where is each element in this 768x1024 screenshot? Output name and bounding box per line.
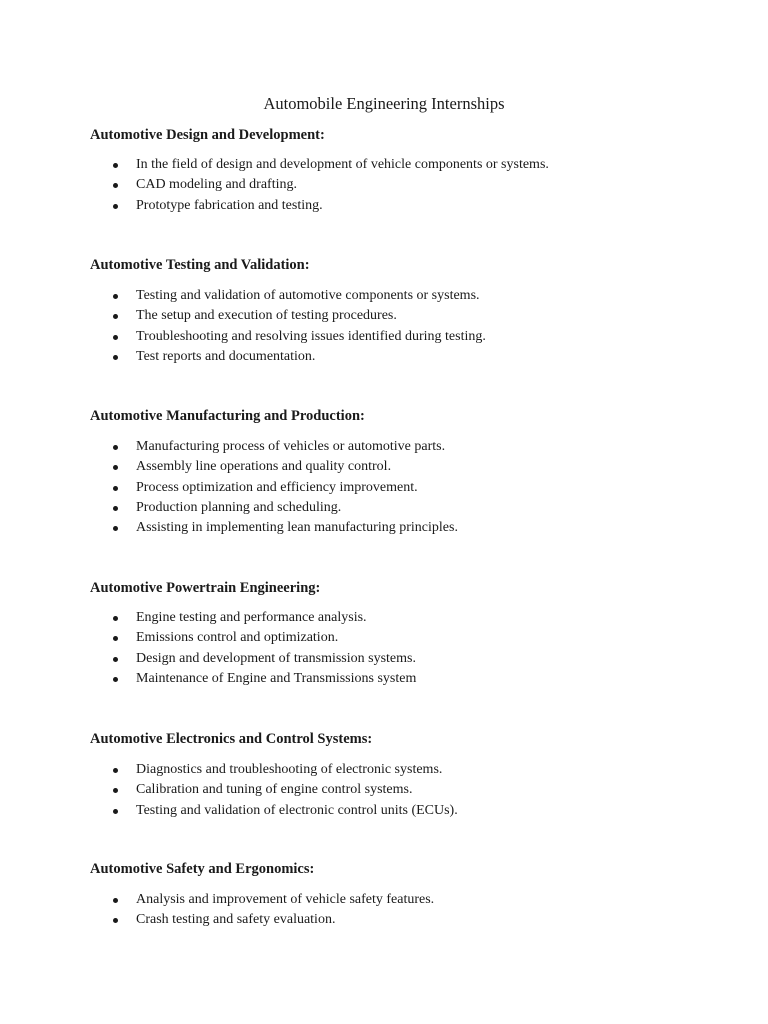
- list-item: [90, 780, 710, 800]
- list-item: [90, 649, 710, 669]
- list-item: [90, 306, 710, 326]
- bullet-icon: [113, 183, 118, 188]
- list-item: [90, 196, 710, 216]
- section-heading: Automotive Electronics and Control Systems:: [90, 731, 373, 747]
- section-heading: Automotive Safety and Ergonomics:: [90, 861, 315, 877]
- list-item: [90, 669, 710, 689]
- list-item-text: Assembly line operations and quality control.: [136, 459, 392, 475]
- bullet-icon: [113, 918, 118, 923]
- bullet-list: [90, 286, 710, 367]
- list-item: [90, 801, 710, 821]
- list-item: [90, 608, 710, 628]
- list-item: [90, 910, 710, 930]
- bullet-icon: [113, 486, 118, 491]
- list-item-text: The setup and execution of testing procedures.: [136, 308, 397, 324]
- list-item: [90, 628, 710, 648]
- list-item-text: Maintenance of Engine and Transmissions system: [136, 670, 417, 686]
- list-item: [90, 286, 710, 306]
- list-item: [90, 327, 710, 347]
- list-item-text: Emissions control and optimization.: [136, 630, 339, 646]
- list-item-text: Manufacturing process of vehicles or automotive parts.: [136, 439, 446, 454]
- list-item: [90, 478, 710, 498]
- list-item-text: Engine testing and performance analysis.: [136, 610, 367, 625]
- list-item: [90, 175, 710, 195]
- bullet-icon: [113, 163, 118, 168]
- section-powertrain-engineering: [90, 578, 710, 686]
- list-item: [90, 155, 710, 175]
- document-title: Automobile Engineering Internships: [263, 94, 505, 113]
- section-heading: Automotive Manufacturing and Production:: [90, 408, 365, 424]
- bullet-list: [90, 760, 710, 821]
- bullet-icon: [113, 898, 118, 903]
- bullet-icon: [113, 788, 118, 793]
- list-item-text: Assisting in implementing lean manufacturing principles.: [136, 520, 458, 536]
- list-item-text: Analysis and improvement of vehicle safety features.: [136, 892, 435, 907]
- list-item-text: Production planning and scheduling.: [136, 499, 342, 515]
- list-item-text: Diagnostics and troubleshooting of electronic systems.: [136, 762, 443, 777]
- bullet-icon: [113, 657, 118, 662]
- list-item-text: Design and development of transmission systems.: [136, 650, 416, 666]
- section-heading: Automotive Design and Development:: [90, 127, 325, 143]
- section-electronics-control: [90, 729, 710, 818]
- section-safety-ergonomics: [90, 859, 710, 928]
- section-testing-validation: [90, 255, 710, 364]
- bullet-list: [90, 437, 710, 538]
- bullet-icon: [113, 616, 118, 621]
- list-item-text: Testing and validation of electronic control units (ECUs).: [136, 802, 458, 818]
- bullet-icon: [113, 314, 118, 319]
- list-item-text: Process optimization and efficiency improvement.: [136, 479, 418, 495]
- list-item-text: Test reports and documentation.: [136, 348, 316, 364]
- bullet-icon: [113, 335, 118, 340]
- bullet-icon: [113, 465, 118, 470]
- list-item: [90, 498, 710, 518]
- list-item: [90, 760, 710, 780]
- bullet-icon: [113, 204, 118, 209]
- bullet-icon: [113, 809, 118, 814]
- section-heading: Automotive Powertrain Engineering:: [90, 580, 321, 596]
- bullet-icon: [113, 526, 118, 531]
- list-item: [90, 457, 710, 477]
- bullet-list: [90, 155, 710, 216]
- list-item: [90, 347, 710, 367]
- bullet-icon: [113, 677, 118, 682]
- bullet-icon: [113, 445, 118, 450]
- list-item-text: Crash testing and safety evaluation.: [136, 912, 336, 928]
- list-item: [90, 437, 710, 457]
- list-item-text: CAD modeling and drafting.: [136, 177, 297, 193]
- section-manufacturing-production: [90, 406, 710, 536]
- bullet-icon: [113, 636, 118, 641]
- list-item-text: Prototype fabrication and testing.: [136, 197, 323, 213]
- list-item-text: Troubleshooting and resolving issues identified during testing.: [136, 328, 486, 344]
- bullet-icon: [113, 506, 118, 511]
- bullet-list: [90, 890, 710, 931]
- bullet-icon: [113, 768, 118, 773]
- section-heading: Automotive Testing and Validation:: [90, 257, 310, 273]
- list-item-text: Calibration and tuning of engine control systems.: [136, 782, 413, 798]
- list-item-text: In the field of design and development of vehicle components or systems.: [136, 157, 549, 172]
- list-item: [90, 890, 710, 910]
- bullet-icon: [113, 355, 118, 360]
- bullet-icon: [113, 294, 118, 299]
- bullet-list: [90, 608, 710, 689]
- list-item: [90, 518, 710, 538]
- list-item-text: Testing and validation of automotive components or systems.: [136, 288, 480, 303]
- section-design-development: [90, 125, 710, 213]
